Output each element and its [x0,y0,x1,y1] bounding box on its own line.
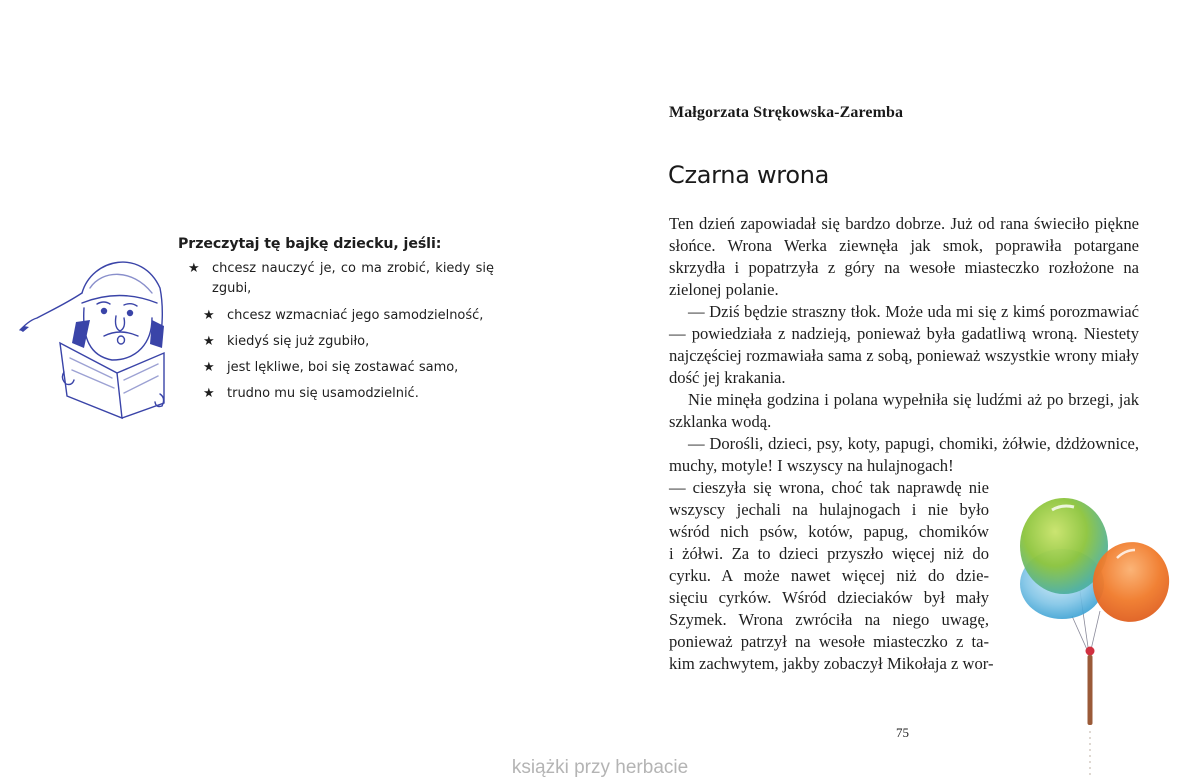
reading-gnome-illustration [12,248,172,426]
page-number: 75 [896,725,909,740]
reading-tips-box [178,236,508,407]
right-page [600,0,1200,782]
star-icon: ★ [188,261,200,276]
star-icon: ★ [203,334,215,349]
story-line: kim zachwytem, jakby zobaczył Mikołaja z wor- [669,654,994,673]
star-icon: ★ [203,386,215,401]
tips-item [178,355,508,381]
tips-item-text: chcesz nauczyć je, co ma zrobić, kiedy się zgubi, [212,261,494,296]
story-title: Czarna wrona [668,161,830,189]
story-paragraph: Ten dzień zapowiadał się bardzo dobrze. Już od rana świeciło piękne słońce. Wrona Werka ziewnęła jak smok, poprawiła potargane skrzydła i popatrzyła z góry na wesołe miasteczko rozłożone na zielonej polanie. [669,214,1139,299]
balloon-knot [1086,647,1095,656]
tips-item-text: trudno mu się usamodzielnić. [227,386,419,401]
tips-item [178,303,508,329]
story-line: Szymek. Wrona zwróciła na niego uwagę, [669,610,989,629]
tips-item [178,259,494,299]
story-line: wśród nich psów, kotów, papug, chomików [669,522,989,541]
story-line: sięciu cyrków. Wśród dzieciaków był mały [669,588,989,607]
story-line: cyrku. A może nawet więcej niż do dzie- [669,566,989,585]
story-paragraph: Nie minęła godzina i polana wypełniła się ludźmi aż po brzegi, jak szklanka wodą. [669,390,1139,431]
author-name: Małgorzata Strękowska-Zaremba [669,104,904,121]
story-line: ponieważ patrzył na wesołe miasteczko z ta- [669,632,989,651]
story-line: wszyscy jechali na hulajnogach i nie było [669,500,989,519]
tips-title: Przeczytaj tę bajkę dziecku, jeśli: [178,236,442,252]
story-paragraph: — Dziś będzie straszny tłok. Może uda mi się z kimś porozmawiać — powiedziała z nadzieją, ponieważ była gadatliwą wroną. Niestety najczęściej rozmawiała sama z sobą, ponieważ wszystkie wrony miały dość jej krakania. [669,302,1139,387]
tips-item [178,329,508,355]
tips-item [178,381,508,407]
tips-item-text: kiedyś się już zgubiło, [227,334,370,349]
story-paragraph-narrow [669,477,994,675]
tips-list [178,259,508,407]
tips-item-text: chcesz wzmacniać jego samodzielność, [227,308,484,323]
story-line: — cieszyła się wrona, choć tak naprawdę nie [669,478,989,497]
story-line: i żółwi. Za to dzieci przyszło więcej niż do [669,544,989,563]
story-paragraph: — Dorośli, dzieci, psy, koty, papugi, chomiki, żółwie, dżdżownice, muchy, motyle! I wszyscy na hulajnogach! [669,434,1139,475]
tips-item-text: jest lękliwe, boi się zostawać samo, [227,360,459,375]
star-icon: ★ [203,308,215,323]
balloon-stick [1088,655,1093,725]
star-icon: ★ [203,360,215,375]
balloons-illustration [1012,486,1172,782]
watermark: książki przy herbacie [511,757,689,778]
